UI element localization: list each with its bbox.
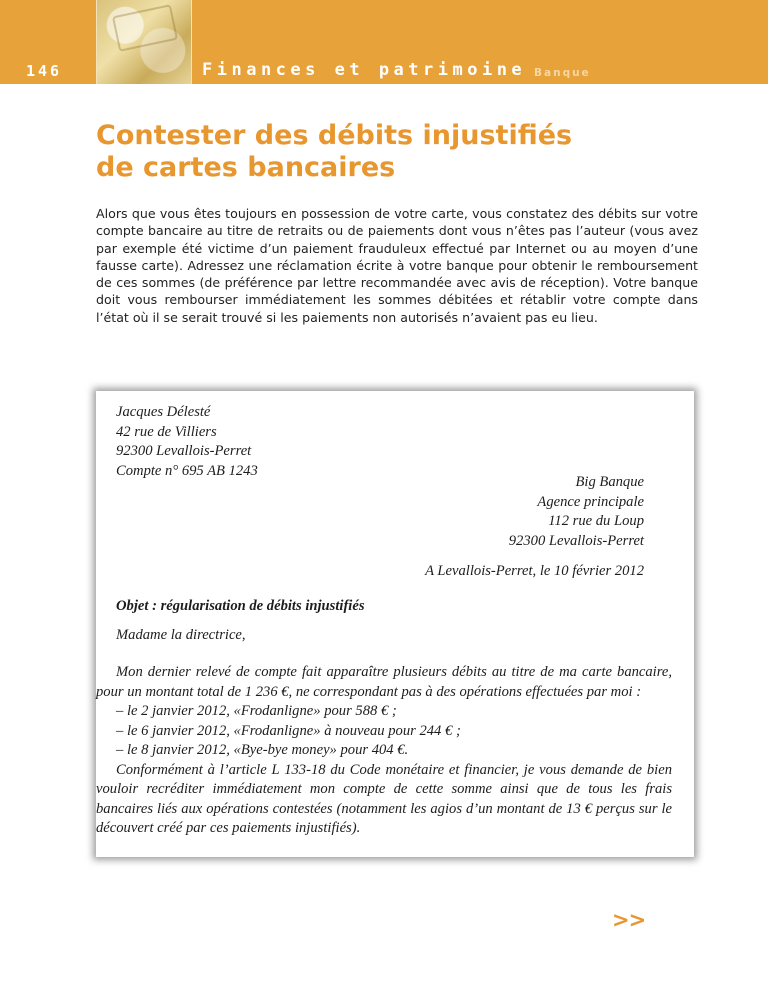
sender-city: 92300 Levallois-Perret (116, 443, 252, 459)
sender-account: Compte n° 695 AB 1243 (116, 462, 258, 479)
section-subtitle: Banque (534, 67, 591, 79)
letter-paragraph-2: Conformément à l’article L 133-18 du Code monétaire et financier, je vous demande de bien vouloir recréditer immédiatement mon compte de cette somme ainsi que de tous les frais bancaires liés aux opérations contestées (notamment les agios d’un montant de 13 € perçus sur le découvert créé par ces paiements injustifiés). (96, 761, 672, 836)
sender-street: 42 rue de Villiers (116, 423, 217, 440)
continue-arrow-icon: >> (612, 908, 646, 932)
letter-subject: Objet : régularisation de débits injustifiés (116, 598, 365, 614)
recipient-name: Big Banque (575, 474, 644, 490)
title-line-1: Contester des débits injustifiés (96, 120, 573, 151)
sender-name: Jacques Délesté (116, 404, 211, 420)
title-line-2: de cartes bancaires (96, 152, 396, 183)
sender-address (116, 403, 258, 481)
recipient-branch: Agence principale (537, 493, 644, 510)
letter-template (96, 391, 694, 857)
debit-item: – le 6 janvier 2012, «Frodanligne» à nouveau pour 244 € ; (116, 722, 461, 739)
letter-date: A Levallois-Perret, le 10 février 2012 (425, 563, 644, 579)
letter-paragraph-1: Mon dernier relevé de compte fait apparaître plusieurs débits au titre de ma carte bancaire, pour un montant total de 1 236 €, ne correspondant pas à des opérations effectuées par moi : (96, 664, 672, 700)
banknote-shape (112, 4, 178, 52)
recipient-street: 112 rue du Loup (548, 513, 644, 529)
letter-body (96, 663, 672, 839)
debit-item: – le 2 janvier 2012, «Frodanligne» pour 588 € ; (116, 703, 397, 719)
recipient-address (509, 473, 644, 551)
letter-greeting: Madame la directrice, (116, 627, 246, 643)
debit-item: – le 8 janvier 2012, «Bye-bye money» pour 404 €. (116, 742, 409, 758)
recipient-city: 92300 Levallois-Perret (508, 532, 644, 549)
intro-paragraph: Alors que vous êtes toujours en possession de votre carte, vous constatez des débits sur votre compte bancaire au titre de retraits ou de paiements dont vous n’êtes pas l’auteur (vous avez par exemple été victime d’un paiement frauduleux effectué par Internet ou au moyen d’une fausse carte). Adressez une réclamation écrite à votre banque pour obtenir le remboursement de ces sommes (de préférence par lettre recommandée avec avis de réception). Votre banque doit vous rembourser immédiatement les sommes débitées et rétablir votre compte dans l’état où il se serait trouvé si les paiements non autorisés n’avaient pas eu lieu. (96, 206, 698, 325)
section-title: Finances et patrimoine (202, 60, 527, 80)
euro-banknotes-image (96, 0, 192, 84)
page-number: 146 (26, 62, 63, 80)
article-title (96, 120, 696, 184)
